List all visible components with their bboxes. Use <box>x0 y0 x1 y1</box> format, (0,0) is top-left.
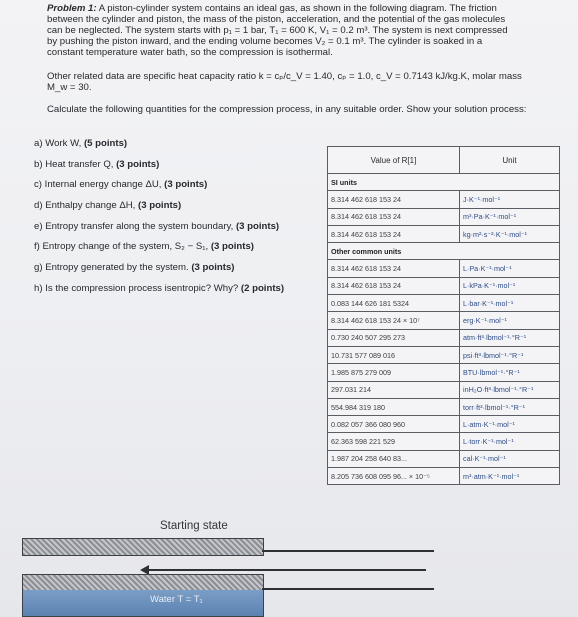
table-other-body <box>328 260 560 485</box>
table-row <box>328 225 560 242</box>
cylinder-wall-top <box>22 538 264 556</box>
starting-state-label: Starting state <box>160 520 228 532</box>
piston-cylinder-diagram <box>22 538 442 616</box>
table-section-si: SI units <box>328 174 560 191</box>
gas-constant-table <box>327 146 560 485</box>
table-header-unit: Unit <box>460 147 560 174</box>
table-row <box>328 295 560 312</box>
r-value-cell: 8.314 462 618 153 24 <box>328 191 460 208</box>
question-c: c) Internal energy change ΔU, (3 points) <box>34 179 208 191</box>
question-h: h) Is the compression process isentropic? Why? (2 points) <box>34 282 285 294</box>
r-value-cell: 8.314 462 618 153 24 <box>328 225 460 242</box>
table-si-body <box>328 191 560 243</box>
question-g: g) Entropy generated by the system. (3 points) <box>34 262 235 274</box>
cylinder-line-bottom <box>262 588 434 590</box>
r-value-cell: 8.314 462 618 153 24 <box>328 260 460 277</box>
table-row <box>328 450 560 467</box>
table-row <box>328 277 560 294</box>
table-row <box>328 260 560 277</box>
r-value-cell: 8.314 462 618 153 24 × 10⁷ <box>328 312 460 329</box>
r-value-cell: 8.314 462 618 153 24 <box>328 208 460 225</box>
r-unit-cell: L·atm·K⁻¹·mol⁻¹ <box>460 416 560 433</box>
question-b: b) Heat transfer Q, (3 points) <box>34 158 160 170</box>
r-value-cell: 10.731 577 089 016 <box>328 346 460 363</box>
table-row <box>328 364 560 381</box>
table-row <box>328 191 560 208</box>
r-unit-cell: L·Pa·K⁻¹·mol⁻¹ <box>460 260 560 277</box>
r-value-cell: 0.082 057 366 080 960 <box>328 416 460 433</box>
table-row <box>328 398 560 415</box>
r-unit-cell: erg·K⁻¹·mol⁻¹ <box>460 312 560 329</box>
r-value-cell: 0.730 240 507 295 273 <box>328 329 460 346</box>
r-unit-cell: inH₂O·ft³·lbmol⁻¹·°R⁻¹ <box>460 381 560 398</box>
r-unit-cell: m³·Pa·K⁻¹·mol⁻¹ <box>460 208 560 225</box>
r-unit-cell: L·torr·K⁻¹·mol⁻¹ <box>460 433 560 450</box>
r-value-cell: 62.363 598 221 529 <box>328 433 460 450</box>
r-unit-cell: m³·atm·K⁻¹·mol⁻¹ <box>460 468 560 485</box>
table-row <box>328 329 560 346</box>
problem-statement <box>47 4 517 59</box>
r-unit-cell: torr·ft³·lbmol⁻¹·°R⁻¹ <box>460 398 560 415</box>
r-unit-cell: psi·ft³·lbmol⁻¹·°R⁻¹ <box>460 346 560 363</box>
table-row <box>328 312 560 329</box>
table-row <box>328 468 560 485</box>
calc-instruction: Calculate the following quantities for the compression process, in any suitable order. Show your solution process: <box>47 104 527 115</box>
question-a: a) Work W, (5 points) <box>34 138 128 149</box>
table-row <box>328 208 560 225</box>
r-unit-cell: cal·K⁻¹·mol⁻¹ <box>460 450 560 467</box>
table-row <box>328 381 560 398</box>
r-value-cell: 1.985 875 279 009 <box>328 364 460 381</box>
cylinder-line-top <box>262 550 434 552</box>
piston-rod <box>146 569 426 571</box>
table-row <box>328 346 560 363</box>
problem-text: A piston-cylinder system contains an ideal gas, as shown in the following diagram. The friction between the cylinder and piston, the mass of the piston, acceleration, and the potential of the gas molecules can be neglected. The system starts with p₁ = 1 bar, T₁ = 600 K, V₁ = 0.2 m³. The system is next compressed by pushing the piston inward, and the ending volume becomes V₂ = 0.1 m³. The cylinder is soaked in a constant temperature water bath, so the compression is isothermal. <box>47 3 508 58</box>
r-value-cell: 554.984 319 180 <box>328 398 460 415</box>
r-value-cell: 297.031 214 <box>328 381 460 398</box>
related-data: Other related data are specific heat capacity ratio k = cₚ/c_V = 1.40, cₚ = 1.0, c_V = 0.7143 kJ/kg.K, molar mass M_w = 30. <box>47 71 522 93</box>
question-d: d) Enthalpy change ΔH, (3 points) <box>34 200 182 212</box>
r-unit-cell: L·bar·K⁻¹·mol⁻¹ <box>460 295 560 312</box>
problem-lead: Problem 1: <box>47 3 97 14</box>
r-unit-cell: BTU·lbmol⁻¹·°R⁻¹ <box>460 364 560 381</box>
question-list <box>34 137 334 303</box>
question-e: e) Entropy transfer along the system boundary, (3 points) <box>34 220 280 232</box>
table-header-value: Value of R[1] <box>328 147 460 174</box>
water-bath-label: Water T = T₁ <box>150 594 203 605</box>
r-value-cell: 8.314 462 618 153 24 <box>328 277 460 294</box>
r-unit-cell: L·kPa·K⁻¹·mol⁻¹ <box>460 277 560 294</box>
r-value-cell: 0.083 144 626 181 5324 <box>328 295 460 312</box>
r-unit-cell: J·K⁻¹·mol⁻¹ <box>460 191 560 208</box>
r-value-cell: 8.205 736 608 095 96... × 10⁻⁵ <box>328 468 460 485</box>
water-bath <box>22 590 264 617</box>
question-f: f) Entropy change of the system, S₂ − S₁, (3 points) <box>34 241 254 253</box>
table-row <box>328 416 560 433</box>
r-value-cell: 1.987 204 258 640 83... <box>328 450 460 467</box>
r-unit-cell: atm·ft³·lbmol⁻¹·°R⁻¹ <box>460 329 560 346</box>
table-row <box>328 433 560 450</box>
table-section-other: Other common units <box>328 243 560 260</box>
r-unit-cell: kg·m²·s⁻²·K⁻¹·mol⁻¹ <box>460 225 560 242</box>
